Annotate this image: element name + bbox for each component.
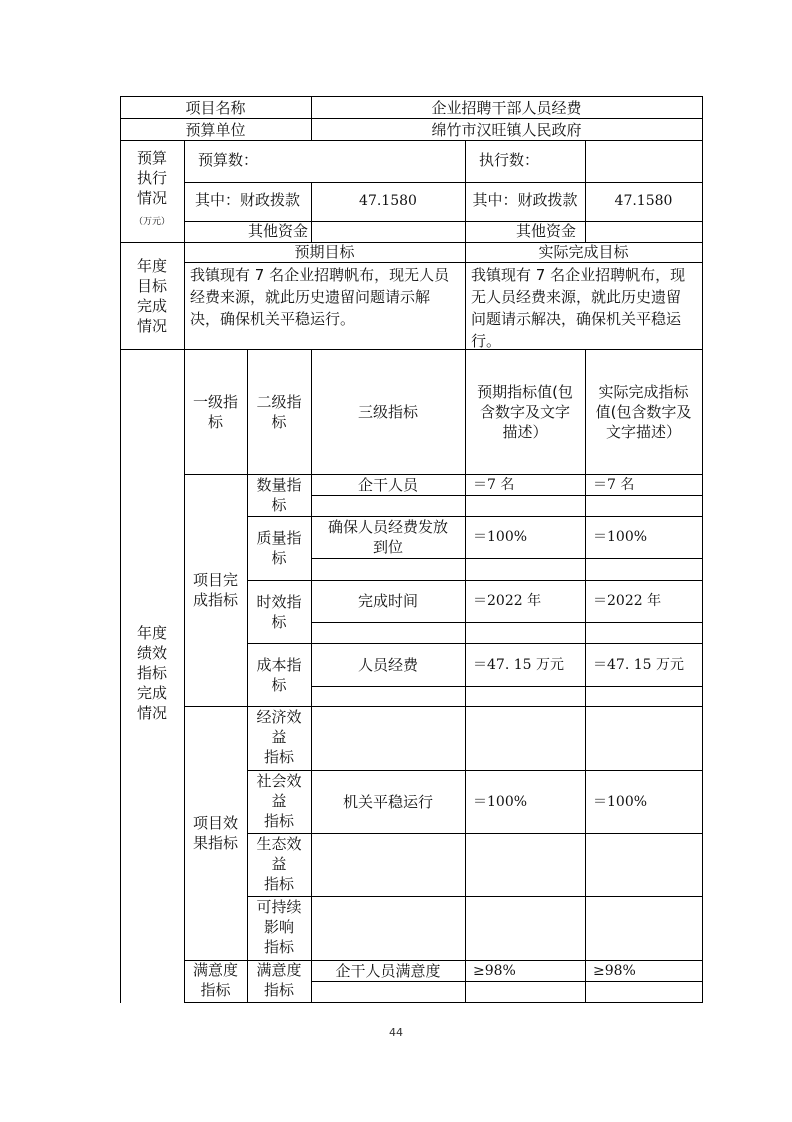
expected-goal-text: 决，确保机关平稳运行。 (190, 310, 356, 328)
group-label-satisfaction: 满意度 (192, 961, 238, 979)
page-number: 44 (389, 1026, 403, 1039)
table-rule (585, 349, 586, 1003)
table-top-border (120, 96, 703, 97)
fiscal-budget-value: 47.1580 (359, 193, 417, 209)
level2-label: 质量指 (256, 529, 302, 547)
budget-unit-value: 绵竹市汉旺镇人民政府 (431, 121, 582, 139)
table-rule (247, 580, 703, 581)
budget-unit-label: 预算单位 (185, 121, 246, 139)
performance-section-label: 情况 (136, 704, 167, 722)
table-rule (311, 686, 703, 687)
level3-indicator: 确保人员经费发放 (327, 518, 448, 536)
table-rule (311, 622, 703, 623)
group-label-completion: 项目完 (192, 571, 238, 589)
annual-goal-section-label: 目标 (136, 277, 167, 295)
level2-label: 时效指 (256, 593, 302, 611)
annual-goal-section-label: 完成 (136, 297, 167, 315)
performance-section-label: 年度 (136, 624, 167, 642)
actual-goal-text: 行。 (471, 332, 502, 350)
project-name-value: 企业招聘干部人员经费 (431, 99, 582, 117)
level3-indicator: 完成时间 (357, 592, 418, 610)
level3-indicator: 企干人员 (357, 476, 418, 494)
expected-value: ＝100% (473, 794, 528, 810)
level2-label: 影响 (263, 918, 294, 936)
col-header-actual: 文字描述） (605, 423, 681, 441)
actual-goal-text: 我镇现有 7 名企业招聘帆布，现 (471, 266, 686, 284)
fiscal-executed-label: 其中：财政拨款 (472, 191, 578, 209)
performance-section-label: 指标 (136, 664, 167, 682)
other-funds-label-budget: 其他资金 (248, 222, 309, 240)
table-rule (184, 1002, 703, 1003)
expected-value: ≥98% (473, 963, 516, 979)
budget-unit-note: （万元） (133, 217, 170, 227)
level2-label: 指标 (263, 875, 294, 893)
actual-value: ＝100% (593, 529, 648, 545)
annual-goal-section-label: 年度 (136, 257, 167, 275)
table-rule (120, 140, 703, 141)
level2-label: 标 (271, 676, 287, 694)
level2-label: 指标 (263, 938, 294, 956)
fiscal-executed-value: 47.1580 (614, 193, 673, 209)
performance-section-label: 完成 (136, 684, 167, 702)
level2-label: 指标 (263, 981, 294, 999)
col-header-level1: 一级指 (192, 393, 238, 411)
actual-value: ≥98% (593, 963, 636, 979)
actual-value: ＝47. 15 万元 (593, 657, 684, 673)
expected-value: ＝47. 15 万元 (473, 657, 564, 673)
col-header-actual: 值(包含数字及 (595, 403, 692, 421)
table-left-border (120, 96, 121, 1003)
actual-goal-text: 问题请示解决，确保机关平稳运 (471, 310, 682, 328)
level2-label: 益 (271, 728, 287, 746)
budget-section-label: 执行 (136, 169, 167, 187)
level2-label: 标 (271, 613, 287, 631)
level2-label: 数量指 (256, 476, 302, 494)
level2-label: 可持续 (256, 898, 302, 916)
group-label-effect: 果指标 (192, 834, 238, 852)
table-right-border (702, 96, 703, 1003)
actual-value: ＝100% (593, 794, 648, 810)
col-header-expected: 预期指标值(包 (477, 383, 573, 401)
table-rule (311, 981, 703, 982)
expected-value: ＝100% (473, 529, 528, 545)
performance-section-label: 绩效 (136, 644, 167, 662)
budget-section-label: 情况 (136, 189, 167, 207)
level2-label: 标 (271, 549, 287, 567)
expected-goal-text: 经费来源，就此历史遗留问题请示解 (190, 288, 431, 306)
level2-label: 社会效 (256, 772, 302, 790)
level2-label: 益 (271, 855, 287, 873)
budget-section-label: 预算 (136, 149, 167, 167)
col-header-level2: 标 (271, 413, 287, 431)
annual-goal-section-label: 情况 (136, 317, 167, 335)
col-header-actual: 实际完成指标 (598, 383, 689, 401)
table-rule (184, 262, 703, 263)
level2-label: 指标 (263, 812, 294, 830)
group-label-satisfaction: 指标 (200, 981, 231, 999)
expected-goal-text: 我镇现有 7 名企业招聘帆布，现无人员 (190, 266, 450, 284)
fiscal-budget-label: 其中：财政拨款 (194, 191, 300, 209)
level3-indicator: 人员经费 (357, 656, 418, 674)
group-label-completion: 成指标 (192, 591, 238, 609)
actual-goal-text: 无人员经费来源，就此历史遗留 (471, 288, 682, 306)
project-name-label: 项目名称 (185, 99, 246, 117)
level3-indicator: 企干人员满意度 (335, 962, 441, 980)
level2-label: 指标 (263, 748, 294, 766)
col-header-expected: 描述） (502, 423, 548, 441)
level2-label: 成本指 (256, 656, 302, 674)
level2-label: 满意度 (256, 961, 302, 979)
executed-amount-label: 执行数： (479, 151, 540, 169)
budget-amount-label: 预算数： (198, 151, 259, 169)
level2-label: 益 (271, 792, 287, 810)
col-header-level3: 三级指标 (357, 403, 418, 421)
table-rule (247, 770, 703, 771)
actual-value: ＝2022 年 (593, 593, 662, 609)
col-header-level2: 二级指 (256, 393, 302, 411)
table-rule (120, 118, 703, 119)
table-rule (465, 349, 466, 1003)
level2-label: 经济效 (256, 708, 302, 726)
group-label-effect: 项目效 (192, 814, 238, 832)
col-header-level1: 标 (207, 413, 223, 431)
actual-value: ＝7 名 (593, 477, 635, 493)
col-header-expected: 含数字及文字 (479, 403, 570, 421)
table-rule (247, 896, 703, 897)
expected-goal-header: 预期目标 (294, 243, 355, 261)
expected-value: ＝2022 年 (473, 593, 542, 609)
table-rule (311, 495, 703, 496)
level2-label: 标 (271, 496, 287, 514)
table-rule (247, 643, 703, 644)
table-rule (184, 182, 703, 183)
level2-label: 生态效 (256, 835, 302, 853)
table-rule (247, 833, 703, 834)
expected-value: ＝7 名 (473, 477, 515, 493)
table-rule (311, 558, 703, 559)
other-funds-label-executed: 其他资金 (516, 222, 577, 240)
level3-indicator: 机关平稳运行 (342, 793, 433, 811)
table-rule (311, 349, 312, 1003)
actual-goal-header: 实际完成目标 (538, 243, 629, 261)
level3-indicator: 到位 (372, 538, 403, 556)
